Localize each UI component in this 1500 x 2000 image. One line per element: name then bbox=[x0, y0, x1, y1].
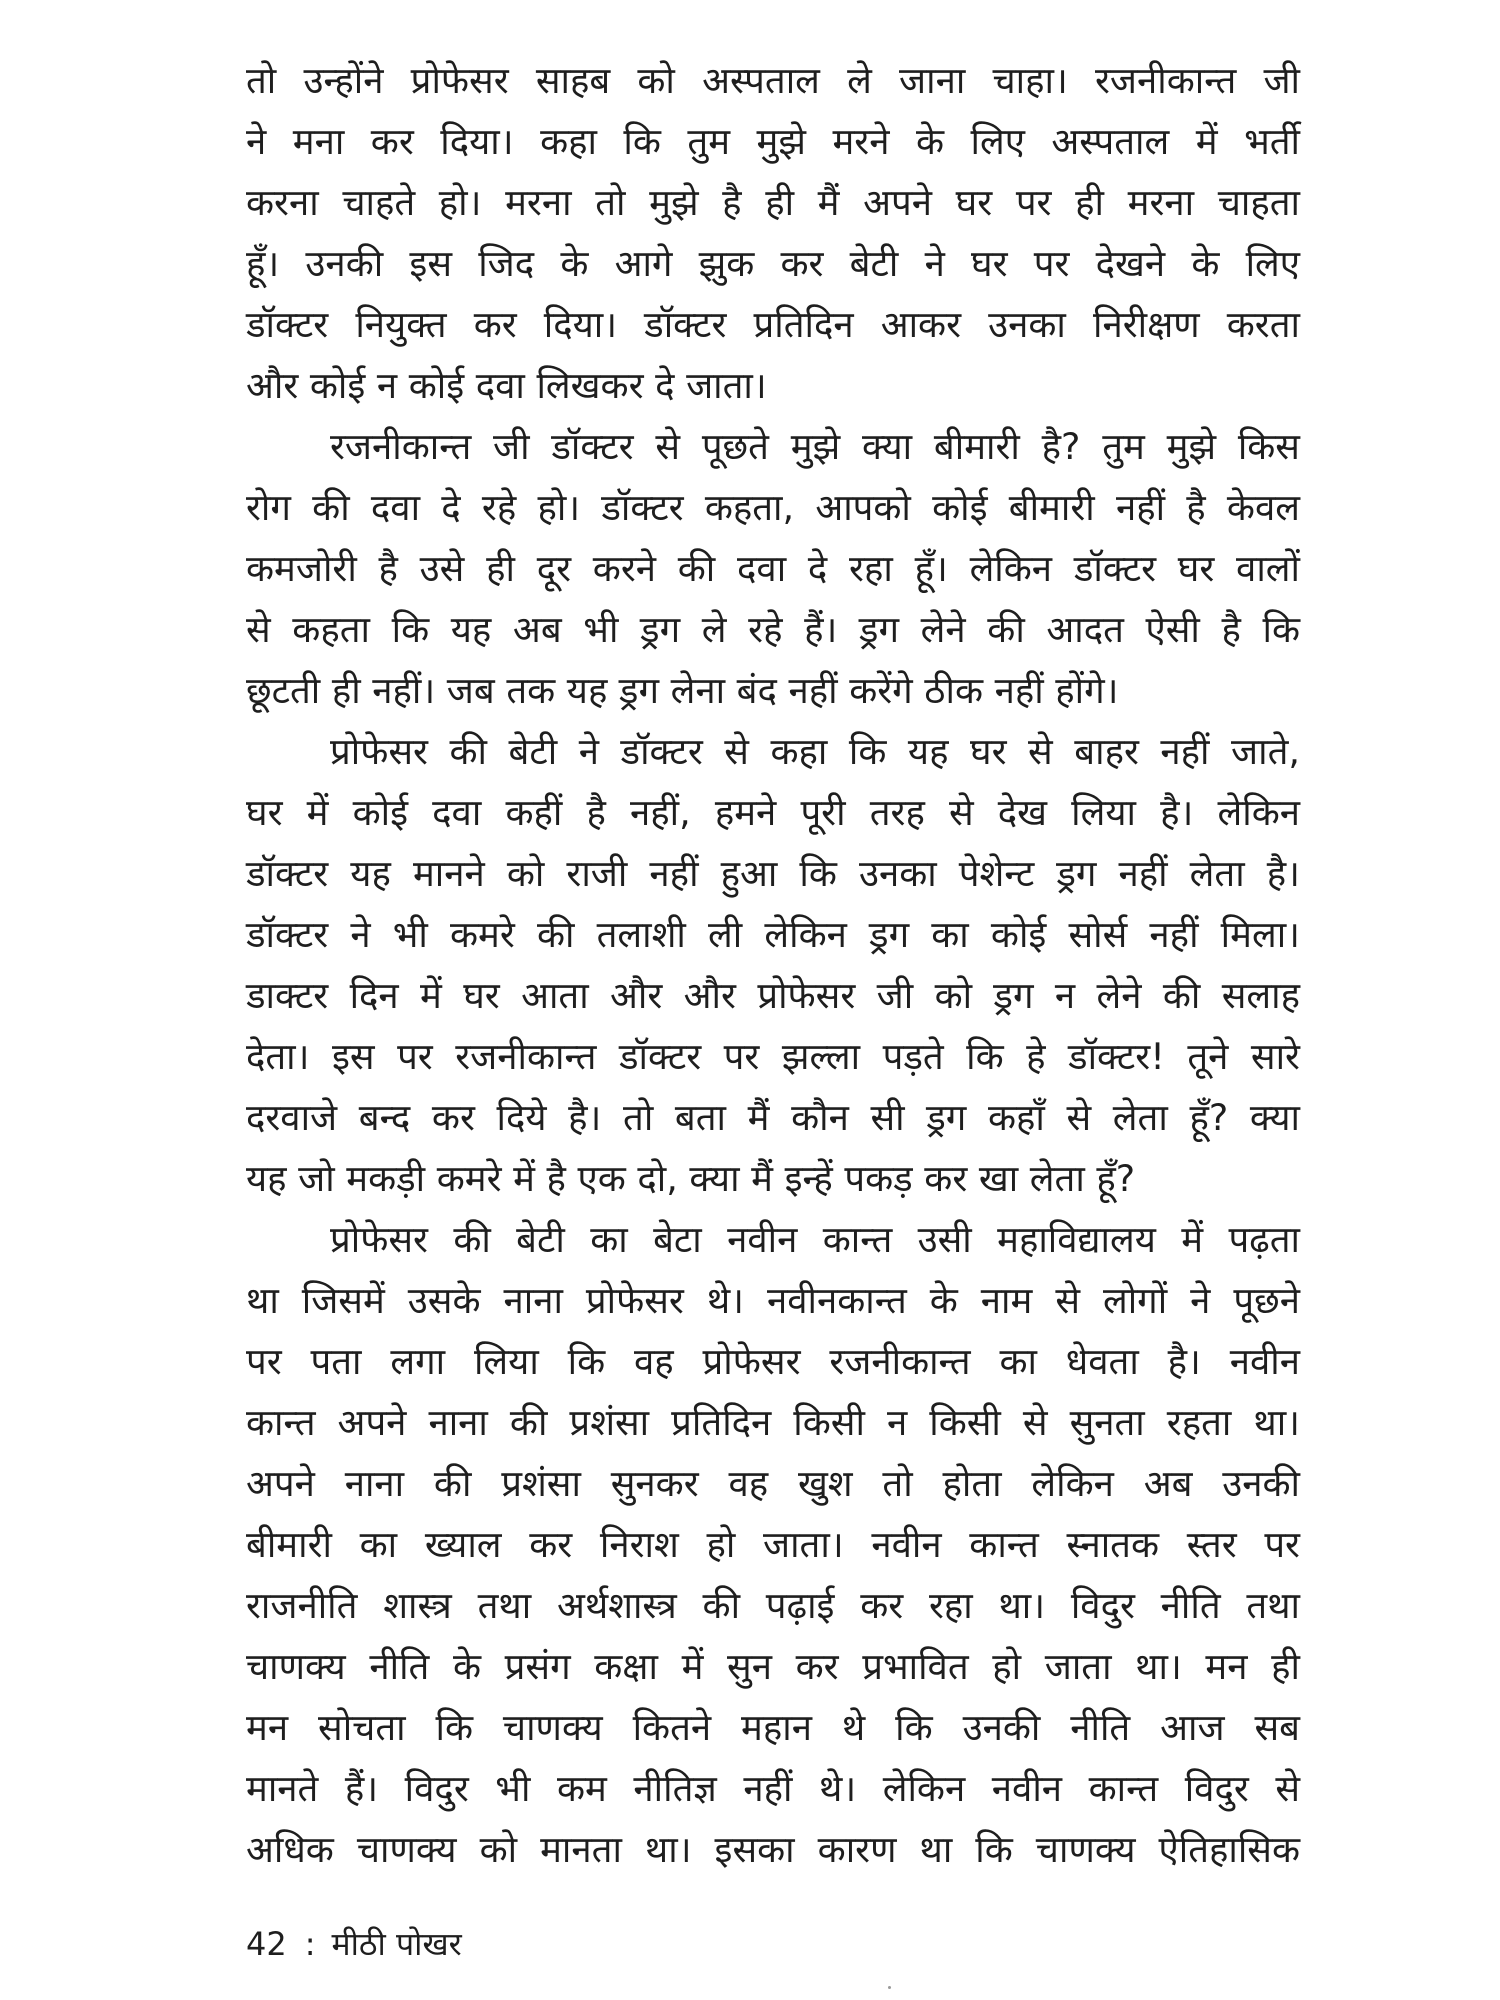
text-line: था जिसमें उसके नाना प्रोफेसर थे। नवीनकान्त के नाम से लोगों ने पूछने bbox=[246, 1279, 1300, 1322]
text-line: यह जो मकड़ी कमरे में है एक दो, क्या मैं इन्हें पकड़ कर खा लेता हूँ? bbox=[246, 1157, 1136, 1200]
text-line: से कहता कि यह अब भी ड्रग ले रहे हैं। ड्रग लेने की आदत ऐसी है कि bbox=[246, 608, 1300, 651]
text-line: राजनीति शास्त्र तथा अर्थशास्त्र की पढ़ाई कर रहा था। विदुर नीति तथा bbox=[246, 1584, 1300, 1627]
text-line: मन सोचता कि चाणक्य कितने महान थे कि उनकी नीति आज सब bbox=[246, 1706, 1300, 1749]
page-footer bbox=[246, 1924, 462, 1964]
text-line: प्रोफेसर की बेटी ने डॉक्टर से कहा कि यह घर से बाहर नहीं जाते, bbox=[330, 730, 1300, 773]
text-line: तो उन्होंने प्रोफेसर साहब को अस्पताल ले जाना चाहा। रजनीकान्त जी bbox=[246, 59, 1300, 102]
paragraph bbox=[246, 416, 1300, 721]
text-line: देता। इस पर रजनीकान्त डॉक्टर पर झल्ला पड़ते कि हे डॉक्टर! तूने सारे bbox=[246, 1035, 1300, 1078]
text-line: चाणक्य नीति के प्रसंग कक्षा में सुन कर प्रभावित हो जाता था। मन ही bbox=[246, 1645, 1300, 1688]
text-line: घर में कोई दवा कहीं है नहीं, हमने पूरी तरह से देख लिया है। लेकिन bbox=[246, 791, 1300, 834]
text-line: कान्त अपने नाना की प्रशंसा प्रतिदिन किसी न किसी से सुनता रहता था। bbox=[246, 1401, 1300, 1444]
text-line: डाक्टर दिन में घर आता और और प्रोफेसर जी को ड्रग न लेने की सलाह bbox=[246, 974, 1300, 1017]
text-line: ने मना कर दिया। कहा कि तुम मुझे मरने के लिए अस्पताल में भर्ती bbox=[246, 120, 1300, 163]
text-line: रोग की दवा दे रहे हो। डॉक्टर कहता, आपको कोई बीमारी नहीं है केवल bbox=[246, 486, 1300, 529]
footer-separator: : bbox=[304, 1925, 316, 1963]
scan-speck bbox=[888, 1986, 891, 1989]
text-line: और कोई न कोई दवा लिखकर दे जाता। bbox=[246, 364, 767, 407]
book-title: मीठी पोखर bbox=[331, 1925, 462, 1963]
paragraph bbox=[246, 721, 1300, 1209]
text-line: अपने नाना की प्रशंसा सुनकर वह खुश तो होता लेकिन अब उनकी bbox=[246, 1462, 1300, 1505]
text-line: डॉक्टर नियुक्त कर दिया। डॉक्टर प्रतिदिन आकर उनका निरीक्षण करता bbox=[246, 303, 1300, 346]
text-line: करना चाहते हो। मरना तो मुझे है ही मैं अपने घर पर ही मरना चाहता bbox=[246, 181, 1300, 224]
text-line: दरवाजे बन्द कर दिये है। तो बता मैं कौन सी ड्रग कहाँ से लेता हूँ? क्या bbox=[246, 1096, 1300, 1139]
text-line: डॉक्टर यह मानने को राजी नहीं हुआ कि उनका पेशेन्ट ड्रग नहीं लेता है। bbox=[246, 852, 1300, 895]
text-line: हूँ। उनकी इस जिद के आगे झुक कर बेटी ने घर पर देखने के लिए bbox=[246, 242, 1300, 285]
text-line: अधिक चाणक्य को मानता था। इसका कारण था कि चाणक्य ऐतिहासिक bbox=[246, 1828, 1300, 1871]
text-line: मानते हैं। विदुर भी कम नीतिज्ञ नहीं थे। लेकिन नवीन कान्त विदुर से bbox=[246, 1767, 1300, 1810]
paragraph bbox=[246, 50, 1300, 416]
body-text bbox=[246, 50, 1300, 1880]
text-line: छूटती ही नहीं। जब तक यह ड्रग लेना बंद नहीं करेंगे ठीक नहीं होंगे। bbox=[246, 669, 1119, 712]
text-line: पर पता लगा लिया कि वह प्रोफेसर रजनीकान्त का धेवता है। नवीन bbox=[246, 1340, 1300, 1383]
text-line: प्रोफेसर की बेटी का बेटा नवीन कान्त उसी महाविद्यालय में पढ़ता bbox=[330, 1218, 1300, 1261]
paragraph bbox=[246, 1209, 1300, 1880]
text-line: रजनीकान्त जी डॉक्टर से पूछते मुझे क्या बीमारी है? तुम मुझे किस bbox=[330, 425, 1300, 468]
text-line: डॉक्टर ने भी कमरे की तलाशी ली लेकिन ड्रग का कोई सोर्स नहीं मिला। bbox=[246, 913, 1300, 956]
text-line: बीमारी का ख्याल कर निराश हो जाता। नवीन कान्त स्नातक स्तर पर bbox=[246, 1523, 1300, 1566]
text-line: कमजोरी है उसे ही दूर करने की दवा दे रहा हूँ। लेकिन डॉक्टर घर वालों bbox=[246, 547, 1300, 590]
page-number: 42 bbox=[246, 1925, 287, 1963]
